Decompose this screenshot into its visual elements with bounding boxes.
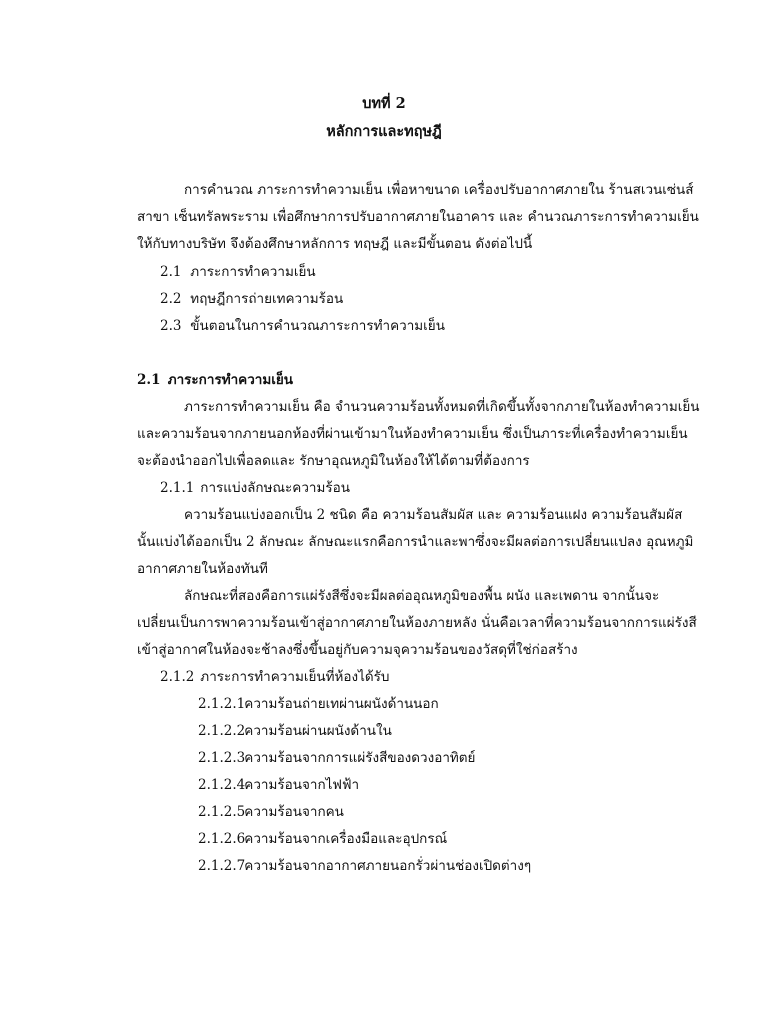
list-item-label: ความร้อนจากอากาศภายนอกรั่วผ่านช่องเปิดต่างๆ [244, 858, 532, 874]
list-item [198, 694, 439, 714]
intro-line-3: ให้กับทางบริษัท จึงต้องศึกษาหลักการ ทฤษฎี และมีขั้นตอน ดังต่อไปนี้ [137, 236, 533, 252]
subsection-number: 2.1.2 [160, 669, 195, 685]
list-item-label: ความร้อนจากคน [244, 804, 344, 820]
toc-item-number: 2.1 [160, 264, 182, 280]
toc-item-number: 2.2 [160, 291, 182, 307]
list-item-number: 2.1.2.6 [198, 831, 246, 847]
chapter-title: หลักการและทฤษฎี [326, 123, 442, 140]
section-2-1-line-2: และความร้อนจากภายนอกห้องที่ผ่านเข้ามาในห้องทำความเย็น ซึ่งเป็นภาระที่เครื่องทำความเย็น [137, 426, 688, 442]
subsection-title: ภาระการทำความเย็นที่ห้องได้รับ [200, 669, 390, 685]
paragraph-line: เปลี่ยนเป็นการพาความร้อนเข้าสู่อากาศภายในห้องภายหลัง นั่นคือเวลาที่ความร้อนจากการแผ่รังสี [137, 615, 697, 631]
subsection-title: การแบ่งลักษณะความร้อน [200, 480, 350, 496]
list-item [198, 829, 447, 849]
subsection-heading-2-1-1 [160, 478, 350, 498]
paragraph-line: ความร้อนแบ่งออกเป็น 2 ชนิด คือ ความร้อนสัมผัส และ ความร้อนแฝง ความร้อนสัมผัส [184, 507, 683, 523]
subsection-number: 2.1.1 [160, 480, 195, 496]
section-2-1-line-1: ภาระการทำความเย็น คือ จำนวนความร้อนทั้งหมดที่เกิดขึ้นทั้งจากภายในห้องทำความเย็น [184, 399, 700, 415]
intro-line-1: การคำนวณ ภาระการทำความเย็น เพื่อหาขนาด เครื่องปรับอากาศภายใน ร้านสเวนเซ่นส์ [184, 182, 694, 198]
list-item [198, 775, 359, 795]
list-item [198, 802, 344, 822]
paragraph-line: อากาศภายในห้องทันที [137, 561, 268, 577]
section-title: ภาระการทำความเย็น [167, 372, 294, 388]
list-item-label: ความร้อนจากไฟฟ้า [244, 777, 360, 793]
chapter-number: บทที่ 2 [362, 95, 406, 112]
list-item-label: ความร้อนจากเครื่องมือและอุปกรณ์ [244, 831, 448, 847]
list-item-number: 2.1.2.1 [198, 696, 246, 712]
list-item-number: 2.1.2.5 [198, 804, 246, 820]
section-2-1-line-3: จะต้องนำออกไปเพื่อลดและ รักษาอุณหภูมิในห้องให้ได้ตามที่ต้องการ [137, 453, 530, 469]
toc-item-label: ทฤษฎีการถ่ายเทความร้อน [190, 291, 344, 307]
list-item-label: ความร้อนผ่านผนังด้านใน [244, 723, 392, 739]
paragraph-line: นั้นแบ่งได้ออกเป็น 2 ลักษณะ ลักษณะแรกคือการนำและพาซึ่งจะมีผลต่อการเปลี่ยนแปลง อุณหภูมิ [137, 534, 694, 550]
list-item [198, 748, 475, 768]
list-item [198, 856, 531, 876]
list-item-number: 2.1.2.7 [198, 858, 246, 874]
list-item-label: ความร้อนถ่ายเทผ่านผนังด้านนอก [244, 696, 439, 712]
toc-item-label: ภาระการทำความเย็น [190, 264, 316, 280]
paragraph-line: ลักษณะที่สองคือการแผ่รังสีซึ่งจะมีผลต่ออุณหภูมิของพื้น ผนัง และเพดาน จากนั้นจะ [184, 588, 660, 604]
list-item-number: 2.1.2.4 [198, 777, 246, 793]
section-heading-2-1 [137, 370, 293, 390]
subsection-heading-2-1-2 [160, 667, 389, 687]
paragraph-line: เข้าสู่อากาศในห้องจะช้าลงซึ่งขึ้นอยู่กับความจุความร้อนของวัสดุที่ใช่ก่อสร้าง [137, 642, 578, 658]
list-item-number: 2.1.2.3 [198, 750, 246, 766]
section-number: 2.1 [137, 372, 161, 388]
toc-item-label: ขั้นตอนในการคำนวณภาระการทำความเย็น [190, 318, 445, 334]
toc-item-number: 2.3 [160, 318, 182, 334]
list-item-label: ความร้อนจากการแผ่รังสีของดวงอาทิตย์ [244, 750, 476, 766]
toc-item [160, 289, 343, 309]
toc-item [160, 262, 316, 282]
list-item [198, 721, 392, 741]
toc-item [160, 316, 445, 336]
list-item-number: 2.1.2.2 [198, 723, 246, 739]
intro-line-2: สาขา เซ็นทรัลพระราม เพื่อศึกษาการปรับอากาศภายในอาคาร และ คำนวณภาระการทำความเย็น [137, 209, 699, 225]
